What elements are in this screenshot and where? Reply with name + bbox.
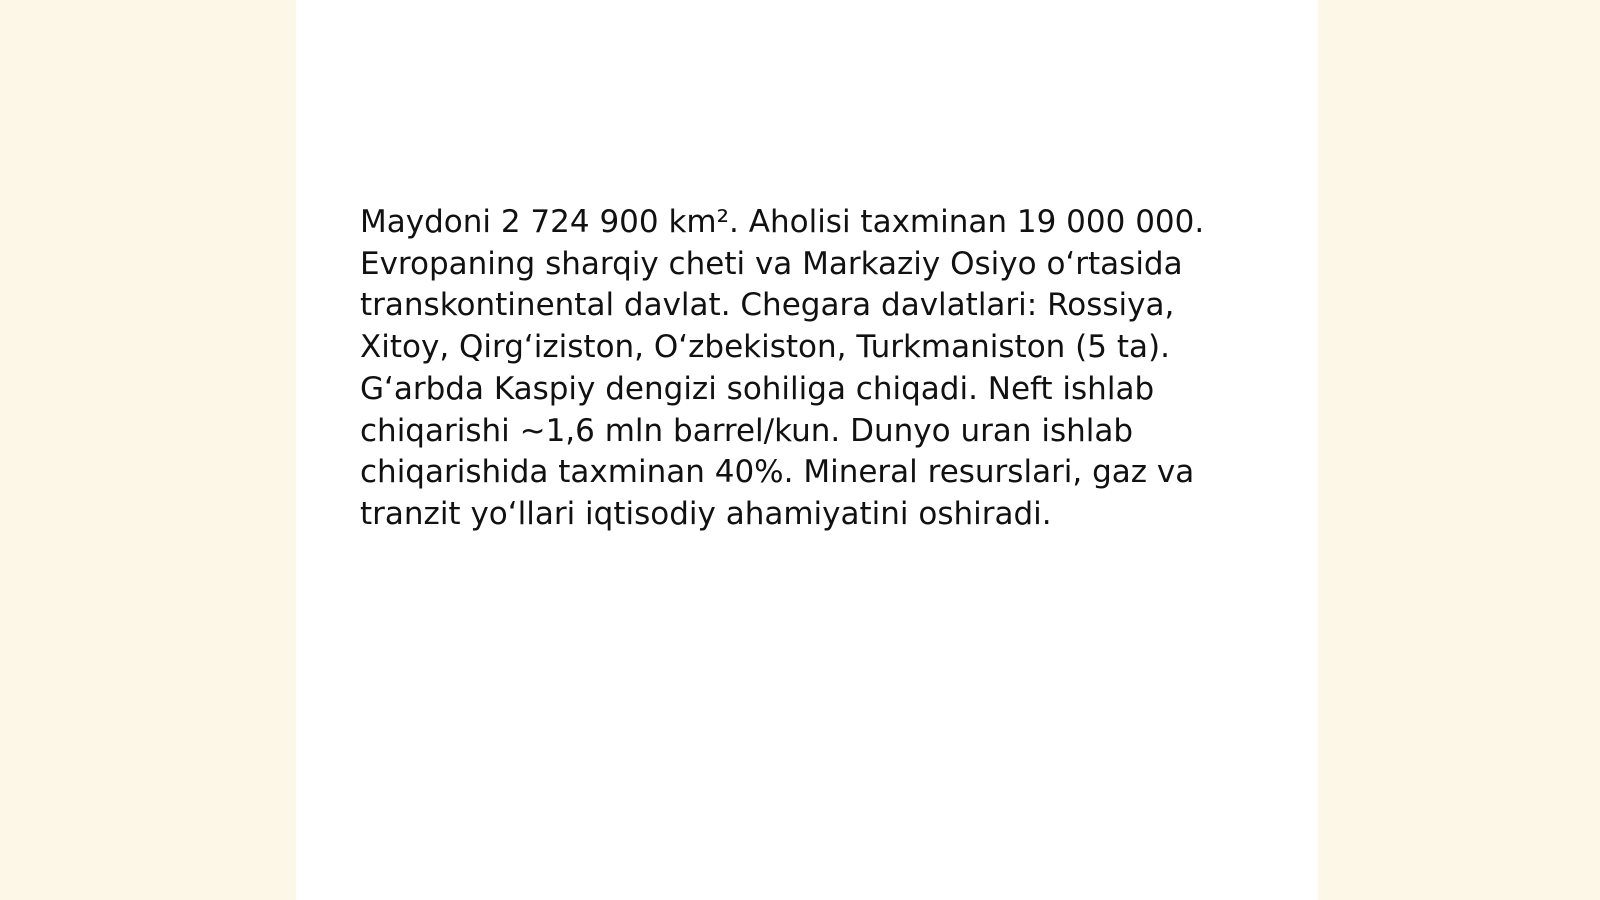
paragraph-line-7: chiqarishida taxminan 40%. Mineral resurslari, gaz va xyxy=(360,454,1195,491)
document-page xyxy=(296,0,1318,900)
paragraph-line-5: Gʻarbda Kaspiy dengizi sohiliga chiqadi. Neft ishlab xyxy=(360,370,1155,407)
paragraph-line-2: Evropaning sharqiy cheti va Markaziy Osiyo oʻrtasida xyxy=(360,245,1183,282)
paragraph-line-4: Xitoy, Qirgʻiziston, Oʻzbekiston, Turkmaniston (5 ta). xyxy=(360,329,1170,366)
paragraph-line-1: Maydoni 2 724 900 km². Aholisi taxminan 19 000 000. xyxy=(360,204,1205,240)
paragraph-line-6: chiqarishi ~1,6 mln barrel/kun. Dunyo uran ishlab xyxy=(360,412,1134,449)
page-paragraph xyxy=(360,202,1262,536)
paragraph-line-8: tranzit yoʻllari iqtisodiy ahamiyatini oshiradi. xyxy=(360,495,1052,532)
paragraph-line-3: transkontinental davlat. Chegara davlatlari: Rossiya, xyxy=(360,287,1175,324)
